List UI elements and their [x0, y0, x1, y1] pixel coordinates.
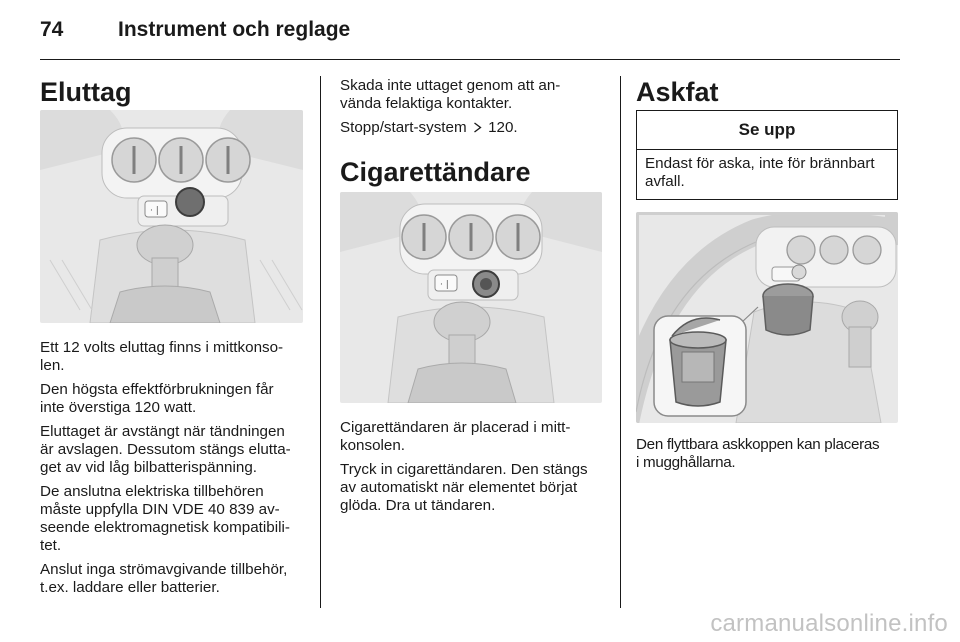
paragraph: Ett 12 volts eluttag finns i mittkonso- len. [40, 339, 284, 374]
svg-text:· |: · | [440, 280, 449, 290]
section-heading-askfat: Askfat [636, 77, 719, 107]
paragraph: Eluttaget är avstängt när tändningen är avslagen. Dessutom stängs elutta- get av vid låg bilbatterispänning. [40, 423, 291, 476]
caution-box [636, 110, 898, 200]
section-heading-eluttag: Eluttag [40, 77, 132, 107]
paragraph: Den högsta effektförbrukningen får inte överstiga 120 watt. [40, 381, 274, 416]
paragraph: Skada inte uttaget genom att an- vända felaktiga kontakter. [340, 77, 561, 112]
ashtray-caption: Den flyttbara askkoppen kan placeras i mugghållarna. [636, 436, 880, 471]
crossref-page: 120. [488, 119, 518, 136]
crossref-paragraph [340, 119, 610, 137]
watermark: carmanualsonline.info [710, 610, 948, 637]
caution-text: Endast för aska, inte för brännbart avfall. [645, 155, 875, 190]
paragraph: Tryck in cigarettändaren. Den stängs av automatiskt när elementet börjat glöda. Dra ut tändaren. [340, 461, 588, 514]
svg-text:· |: · | [150, 206, 159, 216]
column-3-text [636, 436, 906, 478]
column-divider-1 [320, 76, 321, 608]
paragraph: Cigarettändaren är placerad i mitt- konsolen. [340, 419, 571, 454]
paragraph: De anslutna elektriska tillbehören måste uppfylla DIN VDE 40 839 av- seende elektromagnetisk kompatibili- tet. [40, 483, 290, 554]
column-2-intro [340, 77, 610, 143]
header-rule [40, 59, 900, 60]
power-outlet-console-illustration [40, 110, 303, 323]
section-heading-cigarettandare: Cigarettändare [340, 157, 531, 187]
column-2-text [340, 419, 610, 521]
column-1-text [40, 339, 310, 603]
running-title: Instrument och reglage [118, 18, 351, 41]
page-number: 74 [40, 18, 64, 41]
crossref-arrow-icon [473, 120, 482, 131]
cigarette-lighter-console-illustration [340, 192, 602, 403]
caution-title: Se upp [637, 111, 897, 150]
column-divider-2 [620, 76, 621, 608]
crossref-label: Stopp/start-system [340, 119, 467, 136]
ashtray-cupholder-illustration [636, 212, 898, 423]
paragraph: Anslut inga strömavgivande tillbehör, t.ex. laddare eller batterier. [40, 561, 288, 596]
